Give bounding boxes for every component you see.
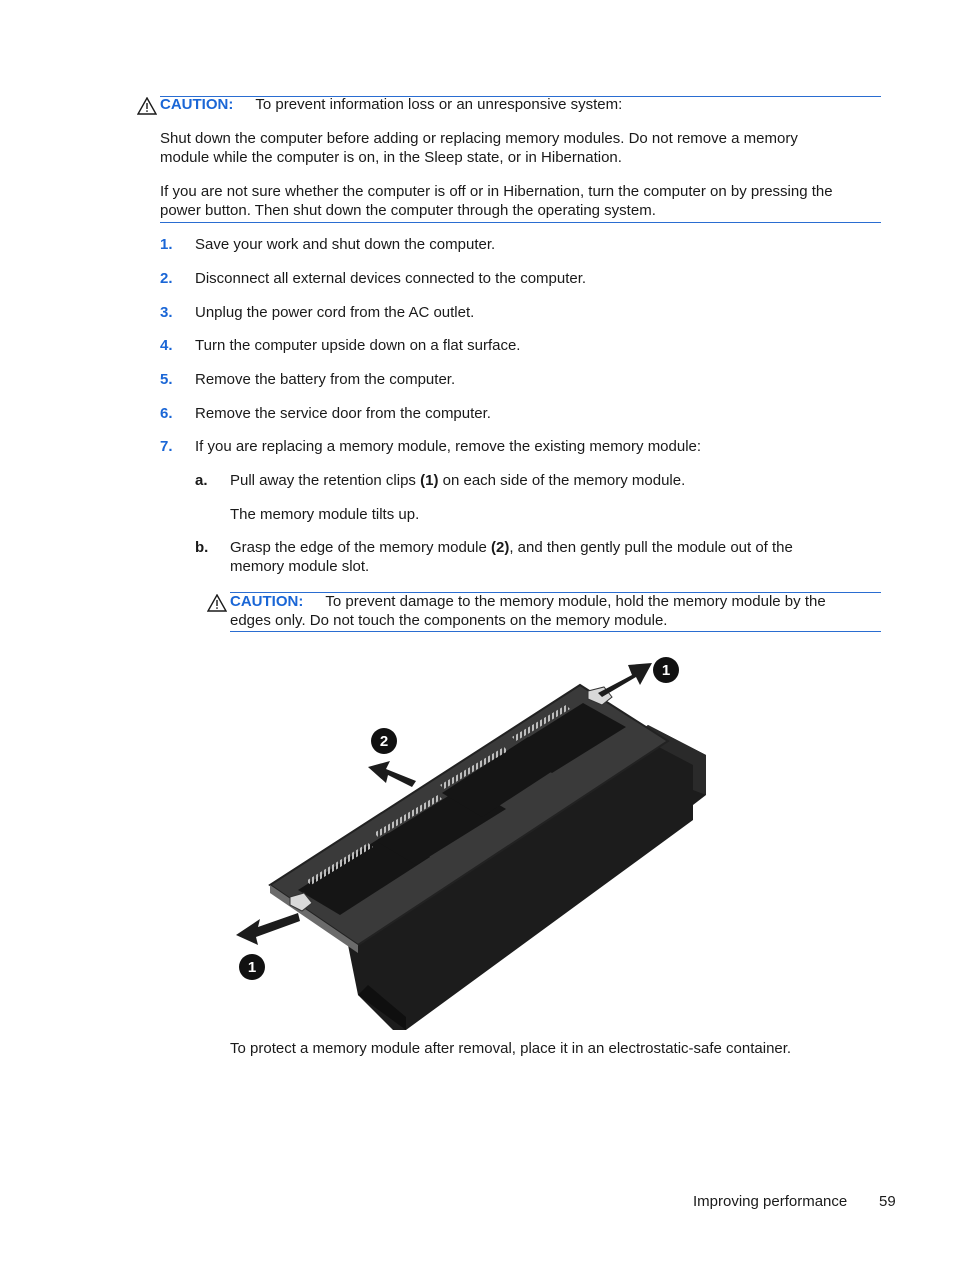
caution-para2-line2: power button. Then shut down the computer through the operating system.	[160, 202, 656, 219]
caution-para2-line1: If you are not sure whether the computer is off or in Hibernation, turn the computer on by pressing the	[160, 183, 833, 200]
caution-intro: To prevent information loss or an unresponsive system:	[255, 96, 623, 113]
step-number: 7.	[160, 438, 173, 455]
step-number: 4.	[160, 337, 173, 354]
warning-icon	[137, 97, 157, 115]
warning-icon	[207, 594, 227, 612]
step-text: Save your work and shut down the computer.	[195, 236, 496, 253]
caution2-label: CAUTION:	[230, 593, 304, 610]
step-text: If you are replacing a memory module, remove the existing memory module:	[195, 438, 702, 455]
substep-letter-a: a.	[195, 472, 208, 489]
substep-b-text-post: , and then gently pull the module out of the	[509, 539, 793, 556]
step-text: Disconnect all external devices connected to the computer.	[195, 270, 587, 287]
caution-bottom-rule	[160, 222, 881, 223]
substep-b-line2: memory module slot.	[230, 558, 370, 575]
substep-b-text	[230, 538, 793, 557]
svg-text:1: 1	[247, 959, 257, 976]
caution-heading	[160, 95, 622, 114]
substep-a-text-post: on each side of the memory module.	[438, 472, 686, 489]
caution2-line2: edges only. Do not touch the components on the memory module.	[230, 612, 668, 629]
step-text: Turn the computer upside down on a flat surface.	[195, 337, 521, 354]
footer-section: Improving performance	[693, 1193, 848, 1210]
step-text: Unplug the power cord from the AC outlet.	[195, 304, 475, 321]
closing-text: To protect a memory module after removal, place it in an electrostatic-safe container.	[230, 1040, 792, 1057]
page-number: 59	[879, 1193, 896, 1210]
substep-b-text-pre: Grasp the edge of the memory module	[230, 539, 491, 556]
substep-letter-b: b.	[195, 539, 209, 556]
step-number: 2.	[160, 270, 173, 287]
arrow-2-left	[368, 761, 416, 787]
callout-1-bottom	[239, 954, 265, 980]
step-text: Remove the service door from the computer.	[195, 405, 491, 422]
caution-label: CAUTION:	[160, 96, 234, 113]
step-text: Remove the battery from the computer.	[195, 371, 456, 388]
step-number: 6.	[160, 405, 173, 422]
memory-module-figure	[228, 645, 718, 1035]
substep-a-text-pre: Pull away the retention clips	[230, 472, 421, 489]
step-number: 1.	[160, 236, 173, 253]
arrow-1-right	[598, 663, 652, 697]
substep-a-note: The memory module tilts up.	[230, 506, 420, 523]
callout-1-top	[653, 657, 679, 683]
caution2-bottom-rule	[230, 631, 881, 632]
substep-b-callout: (2)	[490, 539, 510, 556]
svg-text:2: 2	[379, 733, 389, 750]
caution-para1-line1: Shut down the computer before adding or replacing memory modules. Do not remove a memory	[160, 130, 798, 147]
step-number: 5.	[160, 371, 173, 388]
substep-a-text	[230, 471, 685, 490]
caution2-line1	[230, 592, 826, 611]
callout-2	[371, 728, 397, 754]
step-number: 3.	[160, 304, 173, 321]
caution2-text: To prevent damage to the memory module, hold the memory module by the	[325, 593, 826, 610]
svg-text:1: 1	[661, 662, 671, 679]
substep-a-callout: (1)	[420, 472, 439, 489]
caution-para1-line2: module while the computer is on, in the Sleep state, or in Hibernation.	[160, 149, 622, 166]
arrow-1-left	[236, 913, 300, 945]
